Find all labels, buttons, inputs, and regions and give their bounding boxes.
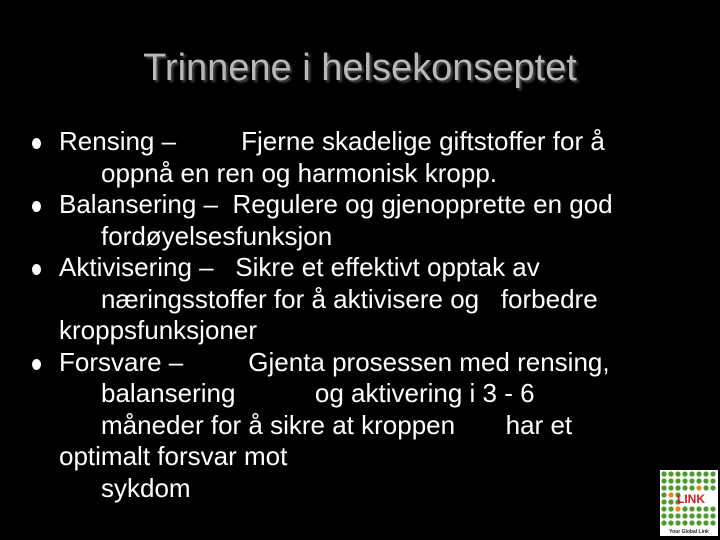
logo-dot <box>682 520 687 525</box>
logo-dot <box>661 471 666 476</box>
bullet-item-aktivisering <box>30 252 670 347</box>
bullet-text-line: måneder for å sikre at kroppen har et <box>101 409 573 440</box>
bullet-text-line: kroppsfunksjoner <box>59 315 257 345</box>
logo-dot <box>675 471 680 476</box>
logo-dot <box>675 478 680 483</box>
logo-dot <box>668 520 673 525</box>
logo-dot <box>689 513 694 518</box>
logo-dot <box>668 471 673 476</box>
logo-dot <box>696 506 701 511</box>
slide-title: Trinnene i helsekonseptet <box>143 47 577 89</box>
bullet-text-line: oppnå en ren og harmonisk kropp. <box>101 157 498 188</box>
logo-dot <box>703 471 708 476</box>
logo-dot <box>682 506 687 511</box>
logo-dot <box>710 506 715 511</box>
bullet-dot-icon <box>32 264 41 275</box>
bullet-list <box>30 126 670 504</box>
logo-caption: Your Global Link <box>669 529 709 535</box>
bullet-text-line: Rensing – Fjerne skadelige giftstoffer for å <box>59 126 605 156</box>
logo-dot <box>675 485 680 490</box>
logo-dot <box>696 520 701 525</box>
logo-dot <box>689 520 694 525</box>
logo-dot <box>703 506 708 511</box>
logo-dot <box>668 499 673 504</box>
bullet-dot-icon <box>32 201 41 212</box>
logo-dot <box>703 520 708 525</box>
logo-dot <box>689 471 694 476</box>
logo-dot <box>661 478 666 483</box>
logo-dot <box>703 485 708 490</box>
bullet-text-line: Balansering – Regulere og gjenopprette en god <box>59 189 613 219</box>
logo-dot <box>668 513 673 518</box>
logo-dot <box>689 485 694 490</box>
bullet-item-rensing <box>30 126 670 189</box>
logo-dot <box>703 478 708 483</box>
logo-dot <box>696 485 701 490</box>
logo-dot <box>661 513 666 518</box>
logo-dot <box>696 513 701 518</box>
bullet-item-forsvare <box>30 347 670 505</box>
bullet-dot-icon <box>32 359 41 370</box>
logo-dot <box>661 506 666 511</box>
logo-graphic-icon <box>660 470 718 528</box>
logo-dot <box>710 513 715 518</box>
bullet-text-line: sykdom <box>101 472 191 503</box>
logo-dot <box>689 478 694 483</box>
bullet-item-balansering <box>30 189 670 252</box>
bullet-text-line: Forsvare – Gjenta prosessen med rensing, <box>59 346 610 377</box>
logo-dot <box>682 478 687 483</box>
bullet-text-line: Aktivisering – Sikre et effektivt opptak av <box>59 252 540 282</box>
logo-dot <box>682 471 687 476</box>
logo-dot <box>689 506 694 511</box>
bullet-text-line: næringsstoffer for å aktivisere og forbedre <box>101 283 598 314</box>
logo-dot <box>661 499 666 504</box>
link-logo <box>660 470 718 536</box>
logo-dot <box>710 478 715 483</box>
logo-dot <box>696 478 701 483</box>
logo-dot <box>675 513 680 518</box>
bullet-text-line: balansering og aktivering i 3 - 6 <box>101 378 535 408</box>
logo-dot <box>668 485 673 490</box>
logo-dot <box>710 520 715 525</box>
logo-dot <box>661 485 666 490</box>
bullet-text-line: fordøyelsesfunksjon <box>101 220 333 251</box>
logo-dot <box>682 485 687 490</box>
logo-dot <box>675 520 680 525</box>
logo-dot <box>710 471 715 476</box>
logo-dot <box>682 513 687 518</box>
logo-dot <box>661 492 666 497</box>
bullet-dot-icon <box>32 138 41 149</box>
logo-dot <box>696 471 701 476</box>
bullet-text-line: optimalt forsvar mot <box>59 441 288 471</box>
logo-dot <box>668 506 673 511</box>
logo-dot <box>675 506 680 511</box>
logo-dot <box>668 492 673 497</box>
logo-dot <box>710 485 715 490</box>
logo-wordmark: LINK <box>677 492 705 506</box>
logo-dot <box>703 513 708 518</box>
logo-dot <box>661 520 666 525</box>
logo-dot <box>668 478 673 483</box>
